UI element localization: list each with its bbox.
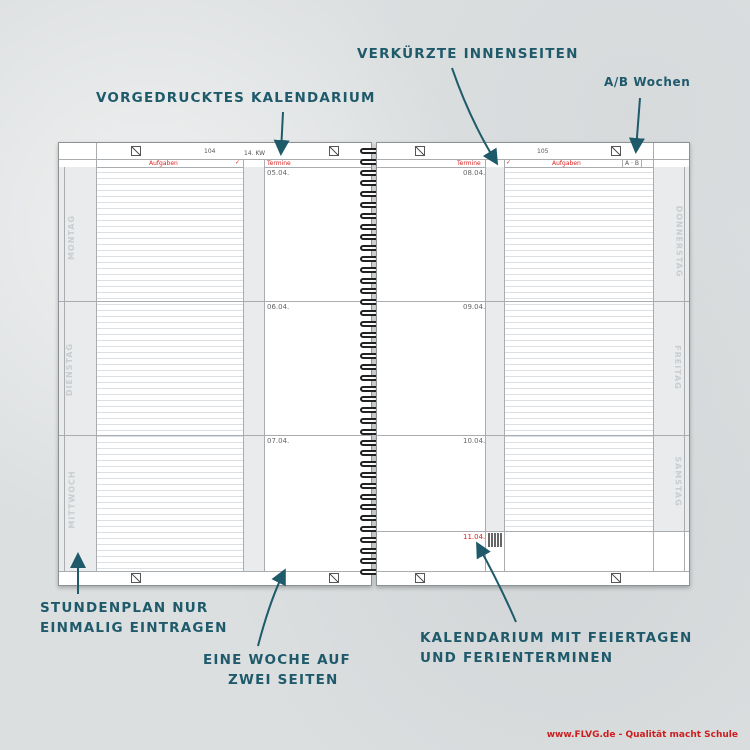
- weekday-label: MITTWOCH: [67, 470, 77, 529]
- arrow-calendar: [281, 112, 283, 152]
- day-date: 05.04.: [267, 169, 290, 177]
- annotation-verkuerzte-innenseiten: VERKÜRZTE INNENSEITEN: [357, 46, 579, 62]
- ab-week-selector[interactable]: A · B: [622, 159, 642, 168]
- check-mark-icon: ✓: [235, 159, 241, 166]
- appointments-header: Termine: [267, 160, 291, 167]
- week-number: 14. KW: [244, 150, 266, 157]
- day-date: 06.04.: [267, 303, 290, 311]
- day-date: 09.04.: [463, 303, 486, 311]
- day-date: 08.04.: [463, 169, 486, 177]
- annotation-stundenplan-line1: STUNDENPLAN NUR: [40, 600, 209, 616]
- annotation-kalendarium-feiertage-line1: KALENDARIUM MIT FEIERTAGEN: [420, 630, 693, 646]
- page-number: 104: [204, 148, 216, 155]
- weekday-label: DIENSTAG: [65, 342, 75, 397]
- annotation-ab-wochen: A/B Wochen: [604, 75, 691, 89]
- weekday-label: FREITAG: [672, 345, 682, 390]
- annotation-kalendarium-feiertage-line2: UND FERIENTERMINEN: [420, 650, 614, 666]
- annotation-vorgedrucktes-kalendarium: VORGEDRUCKTES KALENDARIUM: [96, 90, 376, 106]
- arrow-inner-pages: [452, 68, 496, 162]
- weekday-label: DONNERSTAG: [674, 205, 684, 278]
- tasks-header: Aufgaben: [149, 160, 178, 167]
- page-number: 105: [537, 148, 549, 155]
- annotation-eine-woche-line1: EINE WOCHE AUF: [203, 652, 351, 668]
- arrow-ab-weeks: [636, 98, 640, 150]
- arrow-one-week: [258, 572, 284, 646]
- annotation-stundenplan-line2: EINMALIG EINTRAGEN: [40, 620, 228, 636]
- day-date-holiday: 11.04.: [463, 533, 486, 541]
- appointments-header: Termine: [457, 160, 481, 167]
- weekday-label: SAMSTAG: [673, 456, 683, 507]
- day-date: 10.04.: [463, 437, 486, 445]
- tasks-header: Aufgaben: [552, 160, 581, 167]
- arrow-holidays: [478, 545, 516, 622]
- annotation-eine-woche-line2: ZWEI SEITEN: [228, 672, 339, 688]
- footer-url[interactable]: www.FLVG.de - Qualität macht Schule: [546, 730, 738, 740]
- check-mark-icon: ✓: [506, 159, 512, 166]
- weekday-label: MONTAG: [67, 214, 77, 261]
- day-date: 07.04.: [267, 437, 290, 445]
